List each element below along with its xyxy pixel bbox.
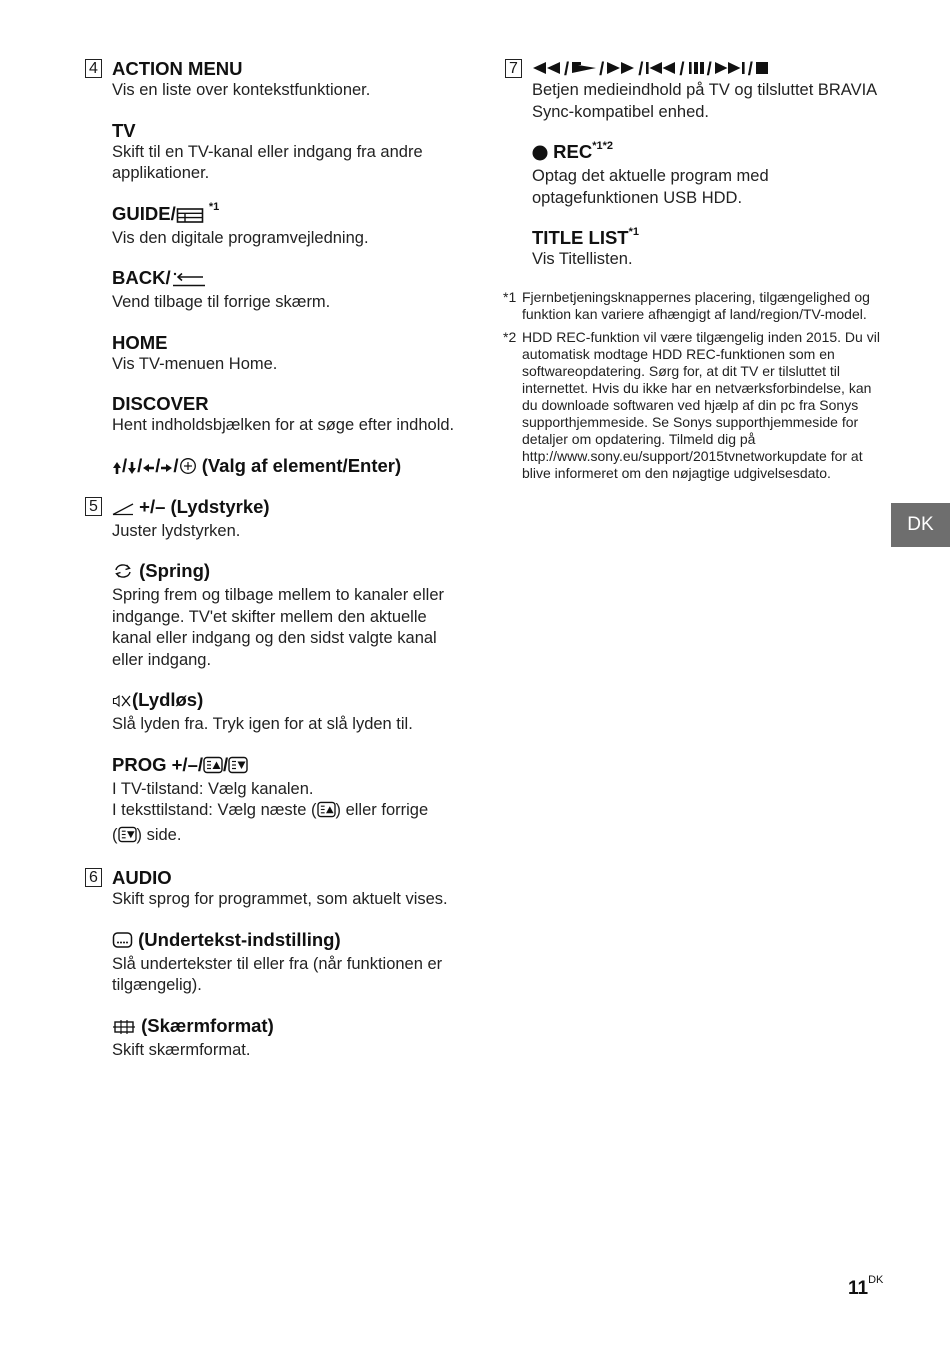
section-6 <box>85 866 465 1061</box>
item-description: Juster lydstyrken. <box>112 521 241 540</box>
heading-text: +/– (Lydstyrke) <box>139 495 270 517</box>
section-4 <box>85 57 465 480</box>
play-icon <box>571 57 597 80</box>
rewind-icon <box>532 57 562 80</box>
guide-icon <box>176 205 204 228</box>
section-number: 7 <box>505 59 522 78</box>
footnote <box>505 329 890 482</box>
item-jump <box>112 559 465 671</box>
item-wide <box>112 1014 465 1062</box>
item-description: Slå undertekster til eller fra (når funktionen er tilgængelig). <box>112 954 443 994</box>
text-part: ) side. <box>136 825 182 844</box>
heading-text: GUIDE/ <box>112 202 176 224</box>
page-up-icon <box>203 756 223 779</box>
item-heading <box>112 928 465 954</box>
arrow-down-icon <box>127 457 137 480</box>
footnote <box>505 289 890 323</box>
item-description: Vend tilbage til forrige skærm. <box>112 293 331 311</box>
footnote-text: Fjernbetjeningsknappernes placering, tilgængelighed og funktion kan variere afhængigt af land/region/TV-model. <box>522 288 870 322</box>
item-audio <box>112 866 465 911</box>
item-description: Spring frem og tilbage mellem to kanaler eller indgange. TV'et skifter mellem den aktuelle kanal eller indgang og den sidst valgte kanal eller indgang. <box>112 586 444 669</box>
item-media-controls <box>532 57 890 123</box>
text-part: ( <box>112 825 118 844</box>
arrow-up-icon <box>112 457 122 480</box>
item-heading: / / / / / / <box>532 57 890 80</box>
item-heading: TV <box>112 119 136 141</box>
previous-icon <box>645 57 677 80</box>
item-heading <box>112 266 465 292</box>
item-description: Betjen medieindhold på TV og tilsluttet BRAVIA Sync-kompatibel enhed. <box>532 81 877 121</box>
fast-forward-icon <box>606 57 636 80</box>
item-description <box>112 779 465 850</box>
item-heading <box>112 559 465 585</box>
footnote-ref: *1 <box>628 225 640 238</box>
item-subtitle <box>112 928 465 997</box>
item-mute <box>112 688 465 736</box>
text-part: ) eller forrige <box>335 801 429 819</box>
section-7 <box>505 57 890 271</box>
item-description: Vis Titellisten. <box>532 250 633 268</box>
footnote-mark: *1 <box>503 288 517 305</box>
item-navigation <box>112 454 465 480</box>
language-tab: DK <box>891 503 950 547</box>
page-number-suffix: DK <box>868 1273 884 1286</box>
description-line <box>112 800 465 825</box>
item-description: Skift sprog for programmet, som aktuelt vises. <box>112 890 448 908</box>
subtitle-icon <box>112 931 133 954</box>
footnote-text: HDD REC-funktion vil være tilgængelig inden 2015. Du vil automatisk modtage HDD REC-funktionen som en softwareopdatering. Sørg for, at dit TV er tilsluttet til internettet. Hvis du ikke har en netværksforbindelse, kan du downloade softwaren ved hjælp af din pc fra Sonys supporthjemmeside. Se Sonys supporthjemmeside for detaljer om opdatering. Tilmeld dig på http://www.sony.eu/support/2015tvnetworkupdate for at blive informeret om den nøjagtige udgivelsesdato. <box>522 328 880 481</box>
item-description: Skift til en TV-kanal eller indgang fra andre applikationer. <box>112 142 423 182</box>
heading-text: (Lydløs) <box>132 689 204 710</box>
item-heading: PROG +/–/ / <box>112 753 465 779</box>
item-heading <box>532 140 890 166</box>
footnote-mark: *2 <box>503 328 517 345</box>
item-discover <box>112 392 465 437</box>
heading-text: (Skærmformat) <box>141 1014 274 1036</box>
item-description: Skift skærmformat. <box>112 1040 251 1059</box>
heading-text: (Valg af element/Enter) <box>201 454 402 476</box>
record-dot-icon <box>532 143 548 166</box>
heading-text: PROG +/–/ <box>112 753 203 775</box>
section-number: 5 <box>85 497 102 516</box>
item-heading <box>112 688 465 714</box>
item-volume <box>112 495 465 543</box>
item-heading <box>532 226 890 249</box>
item-rec <box>532 140 890 209</box>
item-description: Hent indholdsbjælken for at søge efter indhold. <box>112 416 455 434</box>
item-description: Vis en liste over kontekstfunktioner. <box>112 81 371 99</box>
section-number: 6 <box>85 868 102 887</box>
item-title-list <box>532 226 890 271</box>
mute-icon <box>112 691 132 714</box>
item-heading: DISCOVER <box>112 393 209 414</box>
item-description: Vis TV-menuen Home. <box>112 354 278 373</box>
arrow-right-icon <box>160 457 173 480</box>
item-heading <box>112 202 465 228</box>
item-heading <box>112 1014 465 1040</box>
page-number-value: 11 <box>848 1278 869 1299</box>
enter-icon <box>179 457 197 480</box>
item-heading <box>112 495 465 521</box>
page-number <box>848 1273 884 1300</box>
heading-text: (Undertekst-indstilling) <box>138 928 341 950</box>
item-tv <box>112 119 465 185</box>
item-heading: ACTION MENU <box>112 58 243 79</box>
right-column <box>505 57 890 488</box>
item-back <box>112 266 465 314</box>
wide-icon <box>112 1017 136 1040</box>
volume-icon <box>112 498 134 521</box>
item-description: Vis den digitale programvejledning. <box>112 228 369 247</box>
pause-icon <box>687 57 705 80</box>
footnotes <box>505 289 890 482</box>
section-number: 4 <box>85 59 102 78</box>
page-down-icon <box>118 826 137 850</box>
item-description: Slå lyden fra. Tryk igen for at slå lyden til. <box>112 715 413 733</box>
back-icon <box>171 269 207 292</box>
text-part: I teksttilstand: Vælg næste ( <box>112 801 317 819</box>
section-5 <box>85 495 465 850</box>
heading-text: (Spring) <box>139 560 211 581</box>
heading-text: TITLE LIST <box>532 227 629 248</box>
page-down-icon <box>228 756 248 779</box>
item-heading: AUDIO <box>112 867 172 888</box>
item-heading: / / / / (Valg af element/Enter) <box>112 454 465 480</box>
footnote-ref: *1 <box>208 201 220 214</box>
heading-text: REC <box>553 141 593 162</box>
next-icon <box>714 57 746 80</box>
item-home <box>112 331 465 376</box>
description-line <box>112 825 465 850</box>
item-heading: HOME <box>112 331 168 353</box>
stop-icon <box>755 57 769 80</box>
item-action-menu <box>112 57 465 102</box>
footnote-ref: *1*2 <box>592 139 613 152</box>
description-line: I TV-tilstand: Vælg kanalen. <box>112 779 314 798</box>
jump-icon <box>112 562 134 585</box>
item-description: Optag det aktuelle program med optagefunktionen USB HDD. <box>532 167 769 207</box>
item-prog <box>112 753 465 850</box>
left-column <box>85 57 465 1078</box>
item-guide <box>112 202 465 250</box>
arrow-left-icon <box>142 457 155 480</box>
page-up-icon <box>317 801 336 825</box>
heading-text: BACK/ <box>112 267 171 288</box>
